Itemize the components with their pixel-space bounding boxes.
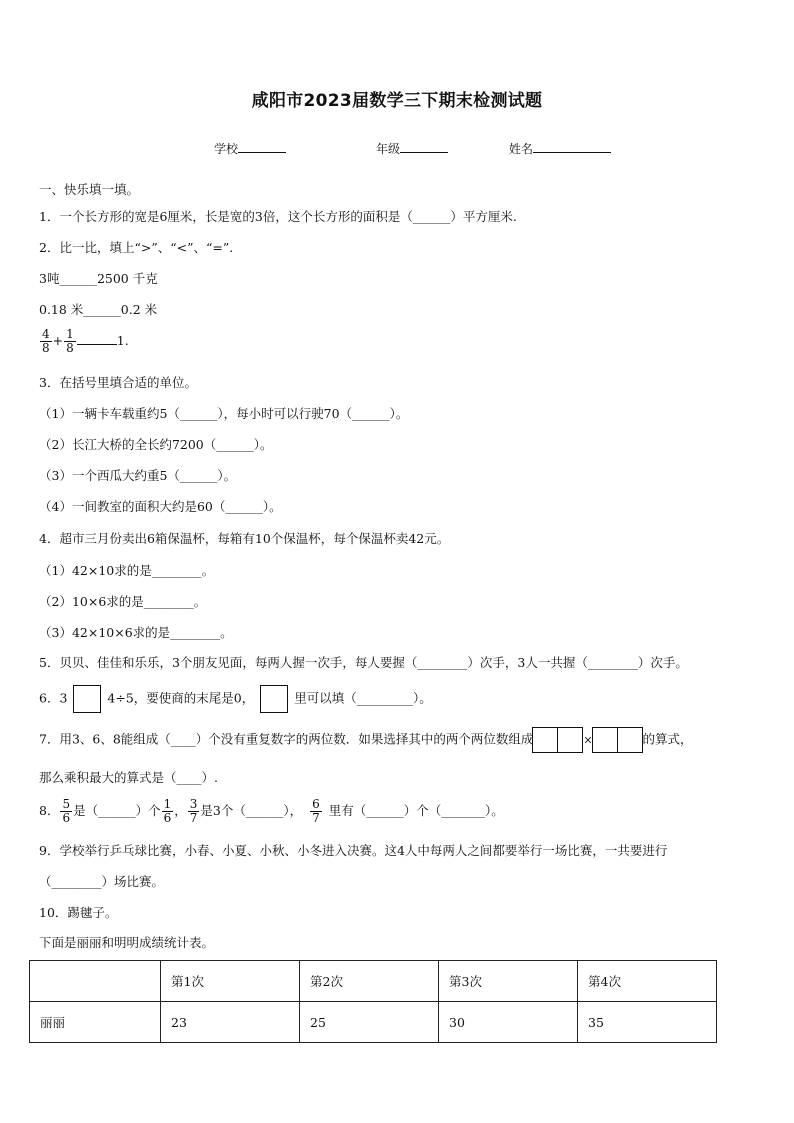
table-intro: 下面是丽丽和明明成绩统计表。 — [39, 935, 215, 950]
question-3-item-4: （4）一间教室的面积大约是60（______）。 — [39, 499, 282, 514]
table-cell: 35 — [578, 1002, 717, 1043]
answer-blank[interactable] — [77, 332, 117, 345]
plus-sign: + — [52, 333, 64, 348]
section-heading: 一、快乐填一填。 — [39, 182, 140, 197]
grade-field[interactable] — [376, 140, 448, 157]
table-header-cell: 第4次 — [578, 961, 717, 1002]
times-sign: × — [583, 733, 593, 747]
question-2-row-3 — [39, 328, 129, 355]
name-field[interactable] — [509, 140, 611, 157]
fraction: $\frac{5}{6}$ — [62, 797, 71, 825]
digit-box[interactable] — [532, 727, 558, 753]
school-field[interactable] — [214, 140, 286, 157]
question-5: 5．贝贝、佳佳和乐乐，3个朋友见面，每两人握一次手，每人要握（________）次手，3人一共握（________）次手。 — [39, 655, 688, 670]
question-3-item-2: （2）长江大桥的全长约7200（______）。 — [39, 437, 273, 452]
name-blank[interactable] — [533, 140, 611, 153]
table-cell: 30 — [439, 1002, 578, 1043]
name-label: 姓名 — [509, 142, 534, 156]
question-2: 2．比一比，填上“>”、“<”、“=”. — [39, 240, 234, 255]
question-4: 4．超市三月份卖出6箱保温杯，每箱有10个保温杯，每个保温杯卖42元。 — [39, 531, 450, 546]
grade-label: 年级 — [376, 142, 401, 156]
digit-box[interactable] — [617, 727, 643, 753]
table-cell: 23 — [161, 1002, 300, 1043]
question-3-item-1: （1）一辆卡车载重约5（______），每小时可以行驶70（______）。 — [39, 406, 409, 421]
table-cell: 丽丽 — [30, 1002, 161, 1043]
question-10: 10．踢毽子。 — [39, 905, 118, 920]
table-header-cell: 第1次 — [161, 961, 300, 1002]
question-4-item-3: （3）42×10×6求的是________。 — [39, 625, 233, 640]
question-6 — [39, 685, 432, 713]
table-row — [30, 1002, 717, 1043]
question-3: 3．在括号里填合适的单位。 — [39, 375, 197, 390]
fraction: $\frac{4}{8}$ — [42, 327, 50, 355]
school-label: 学校 — [214, 142, 239, 156]
fraction: $\frac{1}{8}$ — [66, 327, 74, 355]
grade-blank[interactable] — [400, 140, 448, 153]
question-2-row-1: 3吨______2500 千克 — [39, 271, 158, 286]
question-9-line-2: （________）场比赛。 — [39, 874, 165, 889]
table-header-row — [30, 961, 717, 1002]
score-table — [29, 960, 717, 1043]
fraction: $\frac{3}{7}$ — [189, 797, 198, 825]
fraction: $\frac{6}{7}$ — [312, 797, 320, 825]
fraction: $\frac{1}{6}$ — [163, 797, 172, 825]
table-cell: 25 — [300, 1002, 439, 1043]
table-header-cell: 第3次 — [439, 961, 578, 1002]
question-7-line-2: 那么乘积最大的算式是（____）. — [39, 770, 218, 785]
question-6-part-2: 4÷5，要使商的末尾是0， — [107, 690, 255, 706]
digit-box[interactable] — [592, 727, 618, 753]
question-4-item-1: （1）42×10求的是________。 — [39, 563, 215, 578]
question-8: 8． $\frac{5}{6}$ 是（______）个 $\frac{1}{6}$ ， $\frac{3}{7}$ 是3个（______）， $\frac{6}{7}$ 里有（______）个（_______）。 — [39, 797, 504, 825]
question-3-item-3: （3）一个西瓜大约重5（______）。 — [39, 468, 237, 483]
digit-box[interactable] — [557, 727, 583, 753]
page-title: 咸阳市2023届数学三下期末检测试题 — [251, 91, 543, 111]
question-2-row-2: 0.18 米______0.2 米 — [39, 302, 158, 317]
digit-box[interactable] — [73, 685, 101, 713]
school-blank[interactable] — [238, 140, 286, 153]
digit-box[interactable] — [260, 685, 288, 713]
table-header-cell — [30, 961, 161, 1002]
question-7-part-1: 7．用3、6、8能组成（____）个没有重复数字的两位数．如果选择其中的两个两位数组成 — [39, 731, 534, 747]
question-9: 9．学校举行乒乓球比赛，小春、小夏、小秋、小冬进入决赛。这4人中每两人之间都要举行一场比赛，一共要进行 — [39, 843, 668, 858]
question-2-row-3-tail: 1. — [116, 333, 129, 348]
question-6-part-3: 里可以填（_________）。 — [294, 690, 432, 706]
question-7-part-2: 的算式， — [642, 731, 693, 747]
question-6-part-1: 6．3 — [39, 690, 68, 706]
question-7 — [39, 727, 693, 753]
table-header-cell: 第2次 — [300, 961, 439, 1002]
question-4-item-2: （2）10×6求的是________。 — [39, 594, 207, 609]
question-1: 1．一个长方形的宽是6厘米，长是宽的3倍，这个长方形的面积是（______）平方厘米. — [39, 209, 517, 224]
